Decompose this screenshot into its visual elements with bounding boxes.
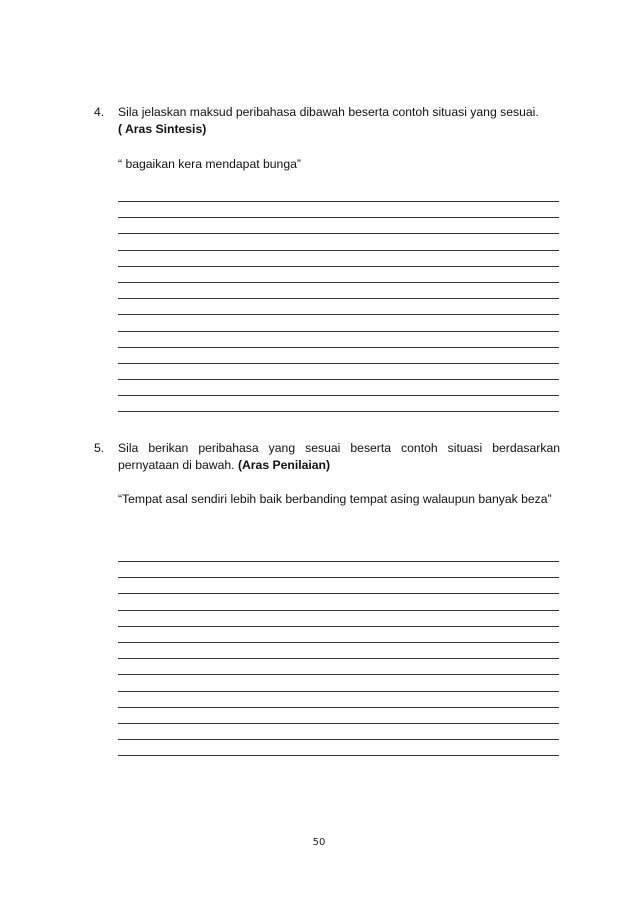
answer-line: [118, 674, 559, 675]
answer-line: [118, 755, 559, 756]
answer-line: [118, 379, 559, 380]
page-number: 50: [312, 837, 326, 848]
answer-line: [118, 363, 559, 364]
answer-line: [118, 739, 559, 740]
answer-line: [118, 201, 559, 202]
question-instruction: [118, 440, 560, 474]
answer-line: [118, 593, 559, 594]
answer-line: [118, 347, 559, 348]
question-level: (Aras Penilaian): [237, 458, 331, 472]
answer-line: [118, 577, 559, 578]
question-instruction: [118, 104, 560, 121]
answer-line: [118, 217, 559, 218]
answer-line: [118, 282, 559, 283]
statement-quote: “Tempat asal sendiri lebih baik berbanding tempat asing walaupun banyak beza”: [118, 492, 552, 506]
answer-line: [118, 298, 559, 299]
answer-lines-q4: [118, 201, 559, 428]
answer-line: [118, 723, 559, 724]
answer-line: [118, 561, 559, 562]
answer-line: [118, 395, 559, 396]
answer-line: [118, 610, 559, 611]
answer-line: [118, 642, 559, 643]
question-level: ( Aras Sintesis): [118, 122, 207, 136]
answer-lines-q5: [118, 561, 559, 771]
question-4: [94, 104, 560, 173]
answer-line: [118, 331, 559, 332]
question-number: 5.: [94, 441, 105, 455]
answer-line: [118, 691, 559, 692]
question-number: 4.: [94, 105, 105, 119]
answer-line: [118, 626, 559, 627]
proverb-quote: “ bagaikan kera mendapat bunga”: [118, 157, 301, 171]
answer-line: [118, 314, 559, 315]
answer-line: [118, 233, 559, 234]
answer-line: [118, 250, 559, 251]
instruction-text: Sila berikan peribahasa yang sesuai beserta contoh situasi berdasarkan pernyataan di bawah.: [118, 441, 560, 472]
question-5: [94, 440, 560, 508]
instruction-text: Sila jelaskan maksud peribahasa dibawah beserta contoh situasi yang sesuai.: [118, 105, 539, 119]
answer-line: [118, 411, 559, 412]
answer-line: [118, 707, 559, 708]
answer-line: [118, 266, 559, 267]
question-body: [118, 104, 560, 173]
answer-line: [118, 658, 559, 659]
question-body: [118, 440, 560, 508]
